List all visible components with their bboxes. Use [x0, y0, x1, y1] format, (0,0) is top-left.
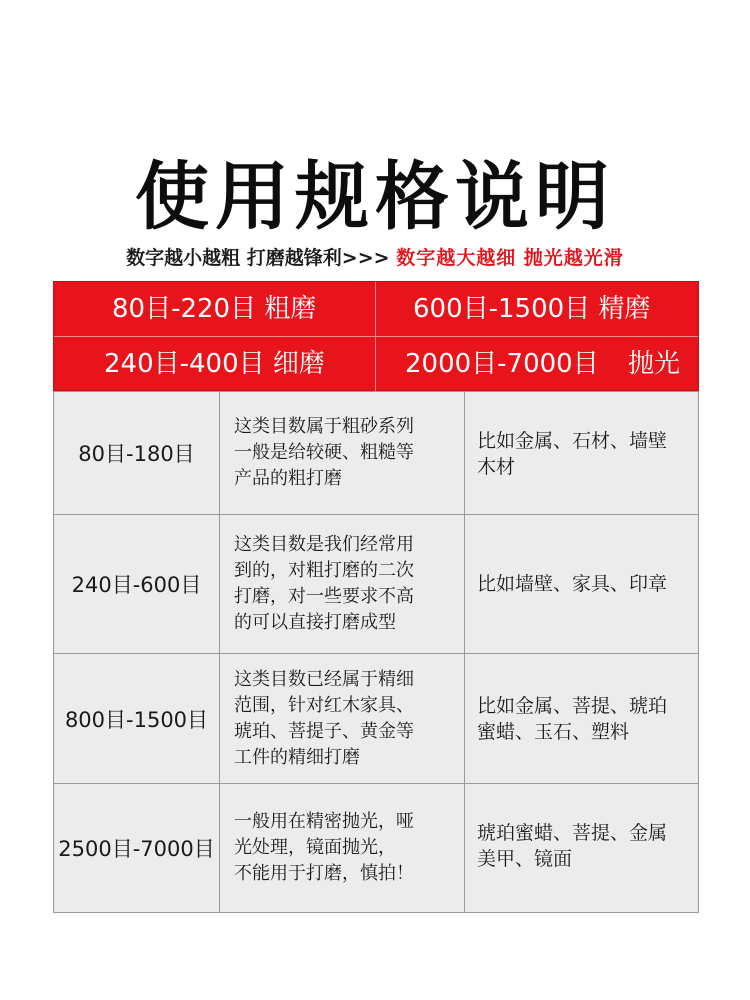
- examples-text: 比如墙壁、家具、印章: [477, 573, 668, 595]
- subtitle: [0, 243, 750, 270]
- description-text: 这类目数已经属于精细 范围，针对红木家具、 琥珀、菩提子、黄金等 工件的精细打磨: [234, 668, 414, 768]
- grit-cell: [54, 392, 219, 514]
- summary-table: [53, 281, 699, 391]
- summary-divider: [375, 282, 376, 392]
- grit-cell: [54, 784, 219, 912]
- examples-text: 琥珀蜜蜡、菩提、金属 美甲、镜面: [477, 822, 668, 870]
- examples-cell: [464, 784, 698, 912]
- grit-label: 2500目-7000目: [58, 837, 215, 861]
- summary-polish-range: 2000目-7000目: [405, 349, 599, 379]
- grit-cell: [54, 654, 219, 783]
- summary-row: [54, 337, 698, 391]
- grit-label: 80目-180目: [78, 442, 195, 466]
- examples-text: 比如金属、石材、墙壁 木材: [477, 430, 668, 478]
- examples-cell: [464, 515, 698, 653]
- subtitle-red: 数字越大越细 抛光越光滑: [396, 247, 624, 269]
- summary-row: [54, 282, 698, 337]
- table-row: [54, 784, 698, 912]
- table-row: [54, 392, 698, 515]
- description-cell: [219, 654, 464, 783]
- summary-fine: 600目-1500目 精磨: [413, 294, 651, 324]
- examples-cell: [464, 654, 698, 783]
- examples-text: 比如金属、菩提、琥珀 蜜蜡、玉石、塑料: [477, 694, 668, 743]
- summary-medium: 240目-400目 细磨: [104, 349, 325, 379]
- subtitle-black: 数字越小越粗 打磨越锋利>>>: [126, 247, 390, 269]
- description-cell: [219, 784, 464, 912]
- grit-cell: [54, 515, 219, 653]
- spec-table: [53, 391, 699, 913]
- examples-cell: [464, 392, 698, 514]
- description-cell: [219, 515, 464, 653]
- description-text: 一般用在精密抛光，哑 光处理，镜面抛光， 不能用于打磨，慎拍！: [234, 811, 414, 884]
- description-cell: [219, 392, 464, 514]
- summary-polish-label: 抛光: [628, 349, 681, 379]
- table-row: [54, 515, 698, 654]
- table-row: [54, 654, 698, 784]
- summary-coarse: 80目-220目 粗磨: [112, 294, 317, 324]
- grit-label: 800目-1500目: [64, 707, 209, 732]
- description-text: 这类目数是我们经常用 到的，对粗打磨的二次 打磨，对一些要求不高 的可以直接打磨成型: [234, 534, 414, 633]
- description-text: 这类目数属于粗砂系列 一般是给较硬、粗糙等 产品的粗打磨: [234, 416, 414, 489]
- page-title: 使用规格说明: [135, 154, 615, 240]
- grit-label: 240目-600目: [71, 573, 202, 597]
